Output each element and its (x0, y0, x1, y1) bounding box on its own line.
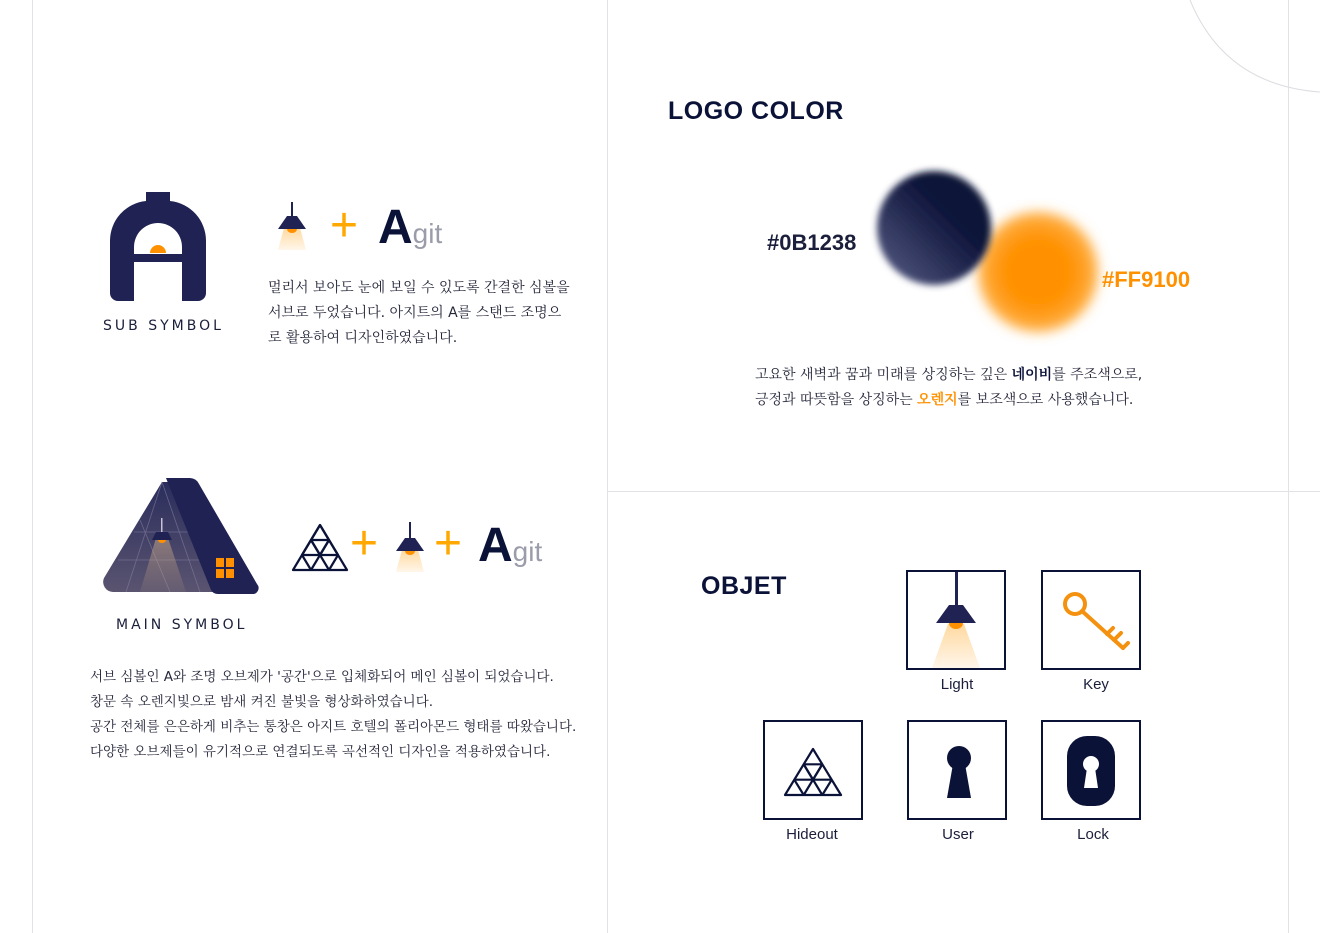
color-desc-text: 긍정과 따뜻함을 상징하는 (755, 392, 918, 408)
sub-desc-line: 멀리서 보아도 눈에 보일 수 있도록 간결한 심볼을 (268, 280, 570, 296)
main-desc-line: 창문 속 오렌지빛으로 밤새 켜진 불빛을 형상화하였습니다. (90, 694, 434, 710)
agit-letter-a: A (478, 519, 513, 572)
agit-wordmark (378, 200, 442, 255)
pendant-lamp-icon (908, 572, 1004, 668)
pendant-lamp-icon (272, 202, 312, 252)
color-swatch-blobs (858, 152, 1178, 352)
objet-lock-box (1041, 720, 1141, 820)
main-symbol-description (90, 665, 595, 765)
plus-sign: + (350, 517, 379, 570)
sub-desc-line: 서브로 두었습니다. 아지트의 A를 스탠드 조명으 (268, 305, 562, 321)
objet-light-box (906, 570, 1006, 670)
color-desc-line-1 (755, 363, 1175, 388)
objet-key-box (1041, 570, 1141, 670)
navy-color-swatch (877, 171, 991, 285)
objet-lock-label: Lock (1077, 826, 1109, 843)
color-desc-text: 를 주조색으로, (1052, 367, 1143, 383)
main-symbol-label: MAIN SYMBOL (116, 617, 248, 633)
color-desc-text: 고요한 새벽과 꿈과 미래를 상징하는 깊은 (755, 367, 1012, 383)
objet-hideout-label: Hideout (786, 826, 838, 843)
pendant-lamp-icon (390, 522, 430, 574)
agit-letters-git: git (512, 536, 543, 567)
logo-color-description (755, 363, 1175, 413)
triangle-pyramid-icon (290, 522, 350, 572)
agit-wordmark (478, 518, 542, 573)
objet-user-box (907, 720, 1007, 820)
main-desc-line: 다양한 오브제들이 유기적으로 연결되도록 곡선적인 디자인을 적용하였습니다. (90, 744, 551, 760)
sub-desc-line: 로 활용하여 디자인하였습니다. (268, 330, 458, 346)
objet-user-label: User (942, 826, 974, 843)
plus-sign: + (434, 517, 463, 570)
main-symbol-formula (290, 518, 560, 578)
sub-symbol-logo (108, 190, 208, 306)
page-border-right (1288, 0, 1289, 933)
plus-sign: + (330, 199, 359, 252)
page-divider-center (607, 0, 608, 933)
objet-hideout-box (763, 720, 863, 820)
triangle-pyramid-icon (765, 722, 861, 818)
objet-key-label: Key (1083, 676, 1109, 693)
color-desc-line-2 (755, 388, 1175, 413)
color-desc-text: 를 보조색으로 사용했습니다. (957, 392, 1134, 408)
main-symbol-logo (100, 478, 260, 596)
key-icon (1043, 572, 1139, 668)
section-divider (608, 491, 1320, 492)
agit-letter-a: A (378, 201, 413, 254)
sub-symbol-formula (272, 200, 462, 260)
sub-symbol-label: SUB SYMBOL (103, 318, 224, 334)
secondary-hex-code: #FF9100 (1102, 267, 1191, 292)
corner-arc-decoration (1180, 0, 1320, 100)
sub-symbol-description (268, 276, 588, 351)
page-border-left (32, 0, 33, 933)
orange-highlight: 오렌지 (917, 392, 958, 408)
primary-hex-code: #0B1238 (767, 230, 857, 255)
main-desc-line: 공간 전체를 은은하게 비추는 통창은 아지트 호텔의 폴리아몬드 형태를 따왔습니다. (90, 719, 577, 735)
objet-light-label: Light (940, 676, 974, 693)
agit-letters-git: git (412, 218, 443, 249)
keyhole-icon (909, 722, 1005, 818)
navy-highlight: 네이비 (1011, 367, 1053, 383)
logo-color-title: LOGO COLOR (668, 97, 844, 125)
main-desc-line: 서브 심볼인 A와 조명 오브제가 '공간'으로 입체화되어 메인 심볼이 되었습니다. (90, 669, 554, 685)
lock-icon (1043, 722, 1139, 818)
orange-color-swatch (978, 212, 1098, 332)
objet-title: OBJET (701, 572, 787, 600)
